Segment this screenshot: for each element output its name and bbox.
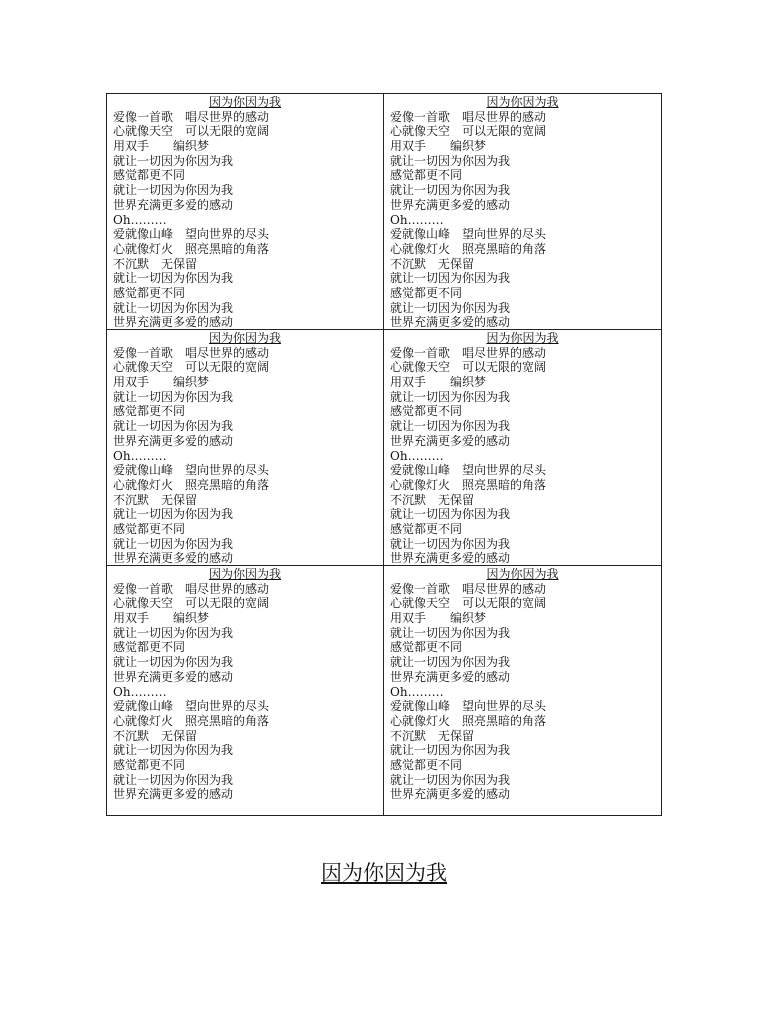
lyric-line: 就让一切因为你因为我 [390,655,511,670]
lyric-line: 就让一切因为你因为我 [113,772,234,787]
lyric-line: 爱像一首歌 唱尽世界的感动 [113,345,270,360]
lyric-line: 不沉默 无保留 [390,728,475,743]
lyric-line: 用双手 编织梦 [113,375,210,390]
lyric-line: 心就像天空 可以无限的宽阔 [390,124,547,139]
lyric-line: Oh……… [113,212,167,227]
lyric-line: 爱像一首歌 唱尽世界的感动 [390,109,547,124]
card-title: 因为你因为我 [208,95,281,109]
lyric-line: 心就像天空 可以无限的宽阔 [390,596,547,611]
lyrics-card [384,330,661,566]
lyric-line: 不沉默 无保留 [390,256,475,271]
lyric-line: Oh……… [390,212,444,227]
lyric-line: 不沉默 无保留 [390,492,475,507]
lyric-line: 就让一切因为你因为我 [390,419,511,434]
lyric-line: 心就像天空 可以无限的宽阔 [390,360,547,375]
lyric-line: Oh……… [113,448,167,463]
lyric-line: 心就像灯火 照亮黑暗的角落 [390,713,547,728]
lyric-line: 爱就像山峰 望向世界的尽头 [390,699,547,714]
lyric-line: 感觉都更不同 [113,757,186,772]
lyric-line: 就让一切因为你因为我 [113,183,234,198]
page-title: 因为你因为我 [321,861,447,885]
lyric-line: 就让一切因为你因为我 [113,507,234,522]
lyric-line: 不沉默 无保留 [113,492,198,507]
lyric-line: 就让一切因为你因为我 [113,655,234,670]
lyrics-card [107,330,384,566]
lyric-line: 就让一切因为你因为我 [390,625,511,640]
lyric-line: 就让一切因为你因为我 [390,772,511,787]
lyric-line: 就让一切因为你因为我 [113,271,234,286]
lyric-line: 就让一切因为你因为我 [390,153,511,168]
lyric-line: 心就像天空 可以无限的宽阔 [113,596,270,611]
lyric-line: 用双手 编织梦 [390,139,487,154]
lyric-line: 就让一切因为你因为我 [113,419,234,434]
lyric-line: Oh……… [113,684,167,699]
lyric-line: 感觉都更不同 [113,404,186,419]
lyric-line: 世界充满更多爱的感动 [390,551,511,566]
lyric-line: 感觉都更不同 [390,521,463,536]
lyric-line: 就让一切因为你因为我 [390,743,511,758]
card-title: 因为你因为我 [486,95,559,109]
lyric-line: 世界充满更多爱的感动 [113,551,234,566]
lyric-line: 世界充满更多爱的感动 [390,197,511,212]
lyric-line: 爱就像山峰 望向世界的尽头 [113,463,270,478]
lyric-line: 就让一切因为你因为我 [113,743,234,758]
lyrics-card [384,94,661,330]
lyric-line: 世界充满更多爱的感动 [113,197,234,212]
lyric-line: 爱像一首歌 唱尽世界的感动 [390,345,547,360]
lyric-line: 感觉都更不同 [390,757,463,772]
lyric-line: 世界充满更多爱的感动 [390,315,511,330]
card-title: 因为你因为我 [486,567,559,581]
lyric-line: 爱像一首歌 唱尽世界的感动 [113,109,270,124]
lyric-line: 感觉都更不同 [390,404,463,419]
lyric-line: 就让一切因为你因为我 [390,536,511,551]
lyrics-lines [390,346,661,566]
lyric-line: 爱像一首歌 唱尽世界的感动 [113,581,270,596]
card-title: 因为你因为我 [208,331,281,345]
lyric-line: 心就像灯火 照亮黑暗的角落 [390,241,547,256]
lyric-line: 就让一切因为你因为我 [390,507,511,522]
lyric-line: 感觉都更不同 [390,168,463,183]
lyric-line: 心就像灯火 照亮黑暗的角落 [113,241,270,256]
lyric-line: 世界充满更多爱的感动 [113,669,234,684]
card-title: 因为你因为我 [208,567,281,581]
lyric-line: Oh……… [390,684,444,699]
lyric-line: 爱像一首歌 唱尽世界的感动 [390,581,547,596]
lyric-line: 就让一切因为你因为我 [113,300,234,315]
lyric-line: 感觉都更不同 [390,640,463,655]
lyrics-card [107,94,384,330]
lyrics-lines [113,346,383,566]
lyric-line: 感觉都更不同 [390,285,463,300]
lyric-line: 世界充满更多爱的感动 [113,787,234,802]
lyric-line: 就让一切因为你因为我 [113,389,234,404]
lyric-line: 世界充满更多爱的感动 [390,669,511,684]
lyric-line: 感觉都更不同 [113,640,186,655]
card-title: 因为你因为我 [486,331,559,345]
lyric-line: 不沉默 无保留 [113,728,198,743]
lyrics-card [384,566,661,815]
lyric-line: 心就像灯火 照亮黑暗的角落 [113,713,270,728]
lyric-line: 心就像灯火 照亮黑暗的角落 [113,477,270,492]
lyric-line: Oh……… [390,448,444,463]
lyric-line: 世界充满更多爱的感动 [390,433,511,448]
lyric-line: 就让一切因为你因为我 [113,153,234,168]
lyrics-lines [113,110,383,330]
lyric-line: 就让一切因为你因为我 [390,271,511,286]
lyric-line: 用双手 编织梦 [390,611,487,626]
lyric-line: 就让一切因为你因为我 [390,300,511,315]
lyric-line: 感觉都更不同 [113,521,186,536]
lyric-line: 爱就像山峰 望向世界的尽头 [113,699,270,714]
lyrics-lines [390,582,661,802]
lyric-line: 爱就像山峰 望向世界的尽头 [113,227,270,242]
lyric-line: 爱就像山峰 望向世界的尽头 [390,463,547,478]
lyric-line: 心就像灯火 照亮黑暗的角落 [390,477,547,492]
lyric-line: 不沉默 无保留 [113,256,198,271]
lyrics-lines [113,582,383,802]
lyric-line: 世界充满更多爱的感动 [113,315,234,330]
lyric-line: 心就像天空 可以无限的宽阔 [113,360,270,375]
lyric-line: 用双手 编织梦 [113,139,210,154]
lyric-line: 感觉都更不同 [113,285,186,300]
lyric-line: 世界充满更多爱的感动 [113,433,234,448]
lyric-line: 心就像天空 可以无限的宽阔 [113,124,270,139]
lyric-line: 爱就像山峰 望向世界的尽头 [390,227,547,242]
lyric-line: 用双手 编织梦 [113,611,210,626]
lyric-line: 就让一切因为你因为我 [390,389,511,404]
lyrics-lines [390,110,661,330]
lyric-line: 就让一切因为你因为我 [113,536,234,551]
lyric-line: 感觉都更不同 [113,168,186,183]
lyric-line: 就让一切因为你因为我 [390,183,511,198]
lyric-line: 世界充满更多爱的感动 [390,787,511,802]
lyric-line: 就让一切因为你因为我 [113,625,234,640]
lyrics-table [106,93,662,816]
lyric-line: 用双手 编织梦 [390,375,487,390]
lyrics-card [107,566,384,815]
